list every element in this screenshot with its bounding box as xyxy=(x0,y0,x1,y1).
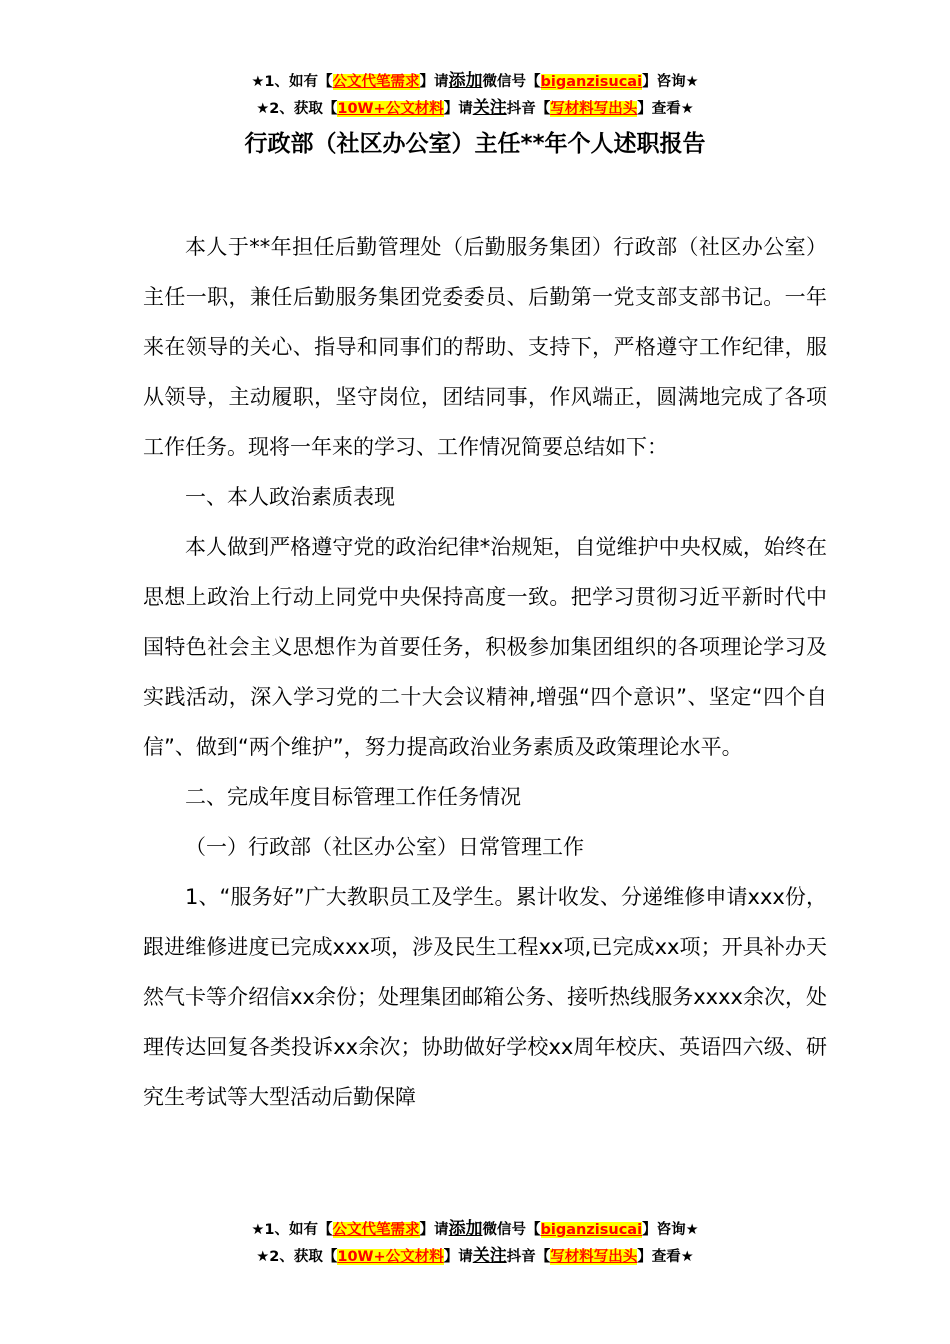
paragraph-political: 本人做到严格遵守党的政治纪律*治规矩，自觉维护中央权威，始终在思想上政治上行动上同党中央保持高度一致。把学习贯彻习近平新时代中国特色社会主义思想作为首要任务，积极参加集团组织的各项理论学习及实践活动，深入学习党的二十大会议精神,增强“四个意识”、坚定“四个自信”、做到“两个维护”，努力提高政治业务素质及政策理论水平。 xyxy=(143,535,827,759)
document-title: 行政部（社区办公室）主任**年个人述职报告 xyxy=(244,131,706,157)
promo-text: 微信号【 xyxy=(482,1222,541,1238)
section-heading-2: 二、完成年度目标管理工作任务情况 xyxy=(185,785,521,809)
star-icon: ★ xyxy=(251,1222,265,1238)
paragraph-intro: 本人于**年担任后勤管理处（后勤服务集团）行政部（社区办公室）主任一职，兼任后勤服务集团党委委员、后勤第一党支部支部书记。一年来在领导的关心、指导和同事们的帮助、支持下，严格遵守工作纪律，服从领导，主动履职，坚守岗位，团结同事，作风端正，圆满地完成了各项工作任务。现将一年来的学习、工作情况简要总结如下： xyxy=(143,235,827,459)
promo-text: 】查看★ xyxy=(637,101,694,117)
promo-line-1 xyxy=(0,1216,950,1243)
promo-text: 】请 xyxy=(419,1222,449,1238)
promo-highlight-service: 公文代笔需求 xyxy=(332,1222,420,1238)
bottom-promo-banner xyxy=(0,1216,950,1270)
promo-text: 抖音【 xyxy=(506,1249,551,1265)
promo-text: 微信号【 xyxy=(482,74,541,90)
promo-text: 】请 xyxy=(443,1249,473,1265)
promo-highlight-wechat-id: biganzisucai xyxy=(540,74,643,90)
star-icon: ★ xyxy=(256,1249,270,1265)
section-heading-1: 一、本人政治素质表现 xyxy=(185,485,395,509)
subsection-heading-1: （一）行政部（社区办公室）日常管理工作 xyxy=(185,835,584,859)
promo-text: 1、如有【 xyxy=(264,74,333,90)
promo-emphasis: 关注 xyxy=(472,1246,507,1266)
promo-text: 2、获取【 xyxy=(269,101,338,117)
promo-highlight-service: 公文代笔需求 xyxy=(332,74,420,90)
promo-line-2 xyxy=(0,1243,950,1270)
star-icon: ★ xyxy=(251,74,265,90)
promo-text: 】咨询★ xyxy=(642,1222,699,1238)
document-body xyxy=(143,222,827,1122)
promo-line-2 xyxy=(0,95,950,122)
promo-emphasis: 添加 xyxy=(448,71,483,91)
promo-line-1 xyxy=(0,68,950,95)
promo-text: 】咨询★ xyxy=(642,74,699,90)
top-promo-banner xyxy=(0,68,950,122)
promo-text: 抖音【 xyxy=(506,101,551,117)
promo-emphasis: 关注 xyxy=(472,98,507,118)
promo-text: 2、获取【 xyxy=(269,1249,338,1265)
promo-highlight-materials: 10W+公文材料 xyxy=(337,101,444,117)
star-icon: ★ xyxy=(256,101,270,117)
promo-text: 】请 xyxy=(419,74,449,90)
promo-highlight-douyin: 写材料写出头 xyxy=(550,101,638,117)
promo-emphasis: 添加 xyxy=(448,1219,483,1239)
promo-text: 】请 xyxy=(443,101,473,117)
promo-highlight-douyin: 写材料写出头 xyxy=(550,1249,638,1265)
paragraph-service: 1、“服务好”广大教职员工及学生。累计收发、分递维修申请xxx份，跟进维修进度已完成xxx项，涉及民生工程xx项,已完成xx项；开具补办天然气卡等介绍信xx余份；处理集团邮箱公务、接听热线服务xxxx余次，处理传达回复各类投诉xx余次；协助做好学校xx周年校庆、英语四六级、研究生考试等大型活动后勤保障 xyxy=(143,885,827,1109)
promo-text: 1、如有【 xyxy=(264,1222,333,1238)
promo-text: 】查看★ xyxy=(637,1249,694,1265)
promo-highlight-wechat-id: biganzisucai xyxy=(540,1222,643,1238)
promo-highlight-materials: 10W+公文材料 xyxy=(337,1249,444,1265)
